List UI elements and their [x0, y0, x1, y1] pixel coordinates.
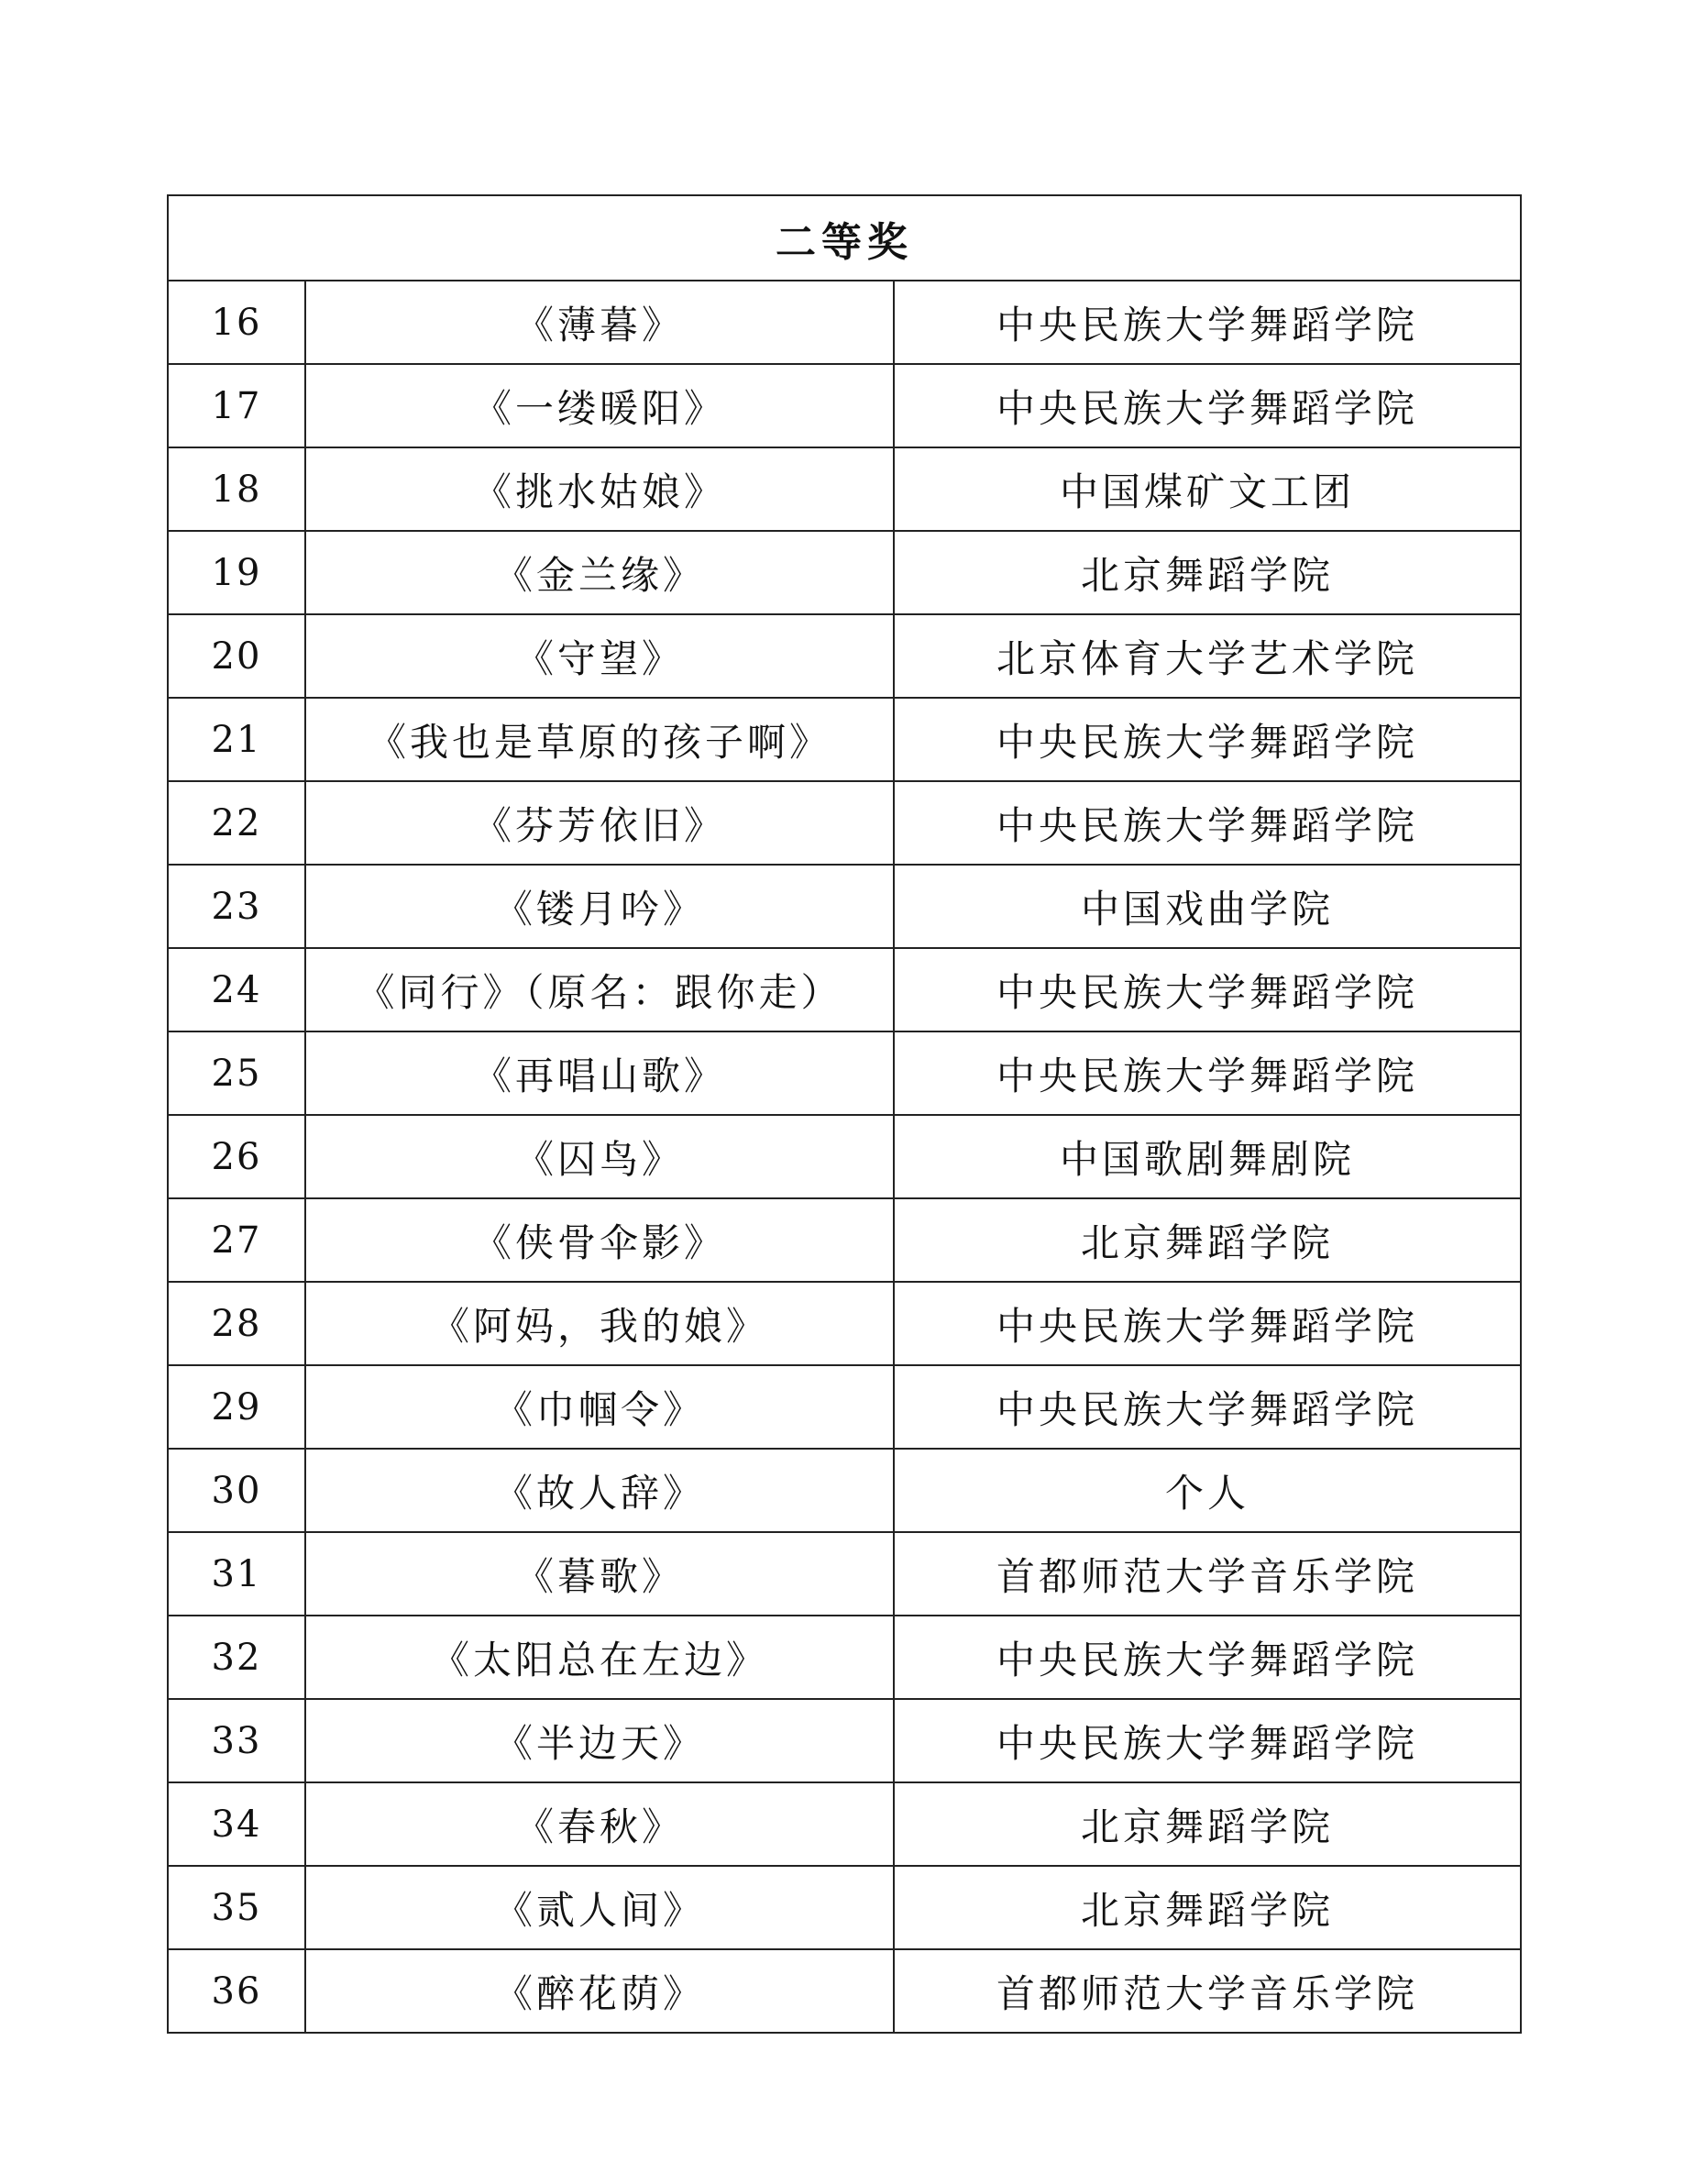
table-row [168, 948, 1521, 1031]
table-row [168, 1449, 1521, 1532]
work-title: 《镂月吟》 [305, 865, 894, 948]
table-row [168, 1616, 1521, 1699]
organization: 首都师范大学音乐学院 [894, 1532, 1521, 1616]
work-title: 《半边天》 [305, 1699, 894, 1782]
organization: 首都师范大学音乐学院 [894, 1949, 1521, 2033]
table-row [168, 1949, 1521, 2033]
work-title: 《侠骨伞影》 [305, 1198, 894, 1282]
table-row [168, 364, 1521, 447]
row-number: 22 [168, 781, 305, 865]
row-number: 20 [168, 614, 305, 698]
work-title: 《金兰缘》 [305, 531, 894, 614]
table-row [168, 865, 1521, 948]
award-level-header: 二等奖 [168, 195, 1521, 281]
row-number: 16 [168, 281, 305, 364]
table-header-row [168, 195, 1521, 281]
organization: 中央民族大学舞蹈学院 [894, 1699, 1521, 1782]
work-title: 《薄暮》 [305, 281, 894, 364]
table-row [168, 1699, 1521, 1782]
work-title: 《巾帼令》 [305, 1365, 894, 1449]
table-row [168, 1031, 1521, 1115]
table-row [168, 1198, 1521, 1282]
table-row [168, 447, 1521, 531]
row-number: 35 [168, 1866, 305, 1949]
award-table [167, 194, 1522, 2034]
table-body [168, 281, 1521, 2033]
work-title: 《阿妈，我的娘》 [305, 1282, 894, 1365]
table-row [168, 698, 1521, 781]
organization: 中央民族大学舞蹈学院 [894, 1365, 1521, 1449]
work-title: 《同行》（原名：跟你走） [305, 948, 894, 1031]
organization: 中央民族大学舞蹈学院 [894, 1031, 1521, 1115]
work-title: 《贰人间》 [305, 1866, 894, 1949]
row-number: 36 [168, 1949, 305, 2033]
row-number: 34 [168, 1782, 305, 1866]
organization: 中央民族大学舞蹈学院 [894, 698, 1521, 781]
row-number: 17 [168, 364, 305, 447]
organization: 北京体育大学艺术学院 [894, 614, 1521, 698]
row-number: 27 [168, 1198, 305, 1282]
work-title: 《暮歌》 [305, 1532, 894, 1616]
organization: 北京舞蹈学院 [894, 1866, 1521, 1949]
work-title: 《一缕暖阳》 [305, 364, 894, 447]
row-number: 31 [168, 1532, 305, 1616]
row-number: 24 [168, 948, 305, 1031]
table-row [168, 1365, 1521, 1449]
table-row [168, 1282, 1521, 1365]
work-title: 《再唱山歌》 [305, 1031, 894, 1115]
row-number: 21 [168, 698, 305, 781]
row-number: 28 [168, 1282, 305, 1365]
organization: 北京舞蹈学院 [894, 1782, 1521, 1866]
organization: 中国歌剧舞剧院 [894, 1115, 1521, 1198]
organization: 北京舞蹈学院 [894, 531, 1521, 614]
work-title: 《囚鸟》 [305, 1115, 894, 1198]
row-number: 23 [168, 865, 305, 948]
organization: 中国戏曲学院 [894, 865, 1521, 948]
table-row [168, 1115, 1521, 1198]
work-title: 《挑水姑娘》 [305, 447, 894, 531]
table-row [168, 1532, 1521, 1616]
organization: 中央民族大学舞蹈学院 [894, 781, 1521, 865]
table-row [168, 531, 1521, 614]
organization: 中央民族大学舞蹈学院 [894, 1282, 1521, 1365]
row-number: 32 [168, 1616, 305, 1699]
work-title: 《太阳总在左边》 [305, 1616, 894, 1699]
row-number: 33 [168, 1699, 305, 1782]
row-number: 29 [168, 1365, 305, 1449]
organization: 中央民族大学舞蹈学院 [894, 281, 1521, 364]
table-row [168, 614, 1521, 698]
table-row [168, 1782, 1521, 1866]
organization: 北京舞蹈学院 [894, 1198, 1521, 1282]
row-number: 19 [168, 531, 305, 614]
work-title: 《故人辞》 [305, 1449, 894, 1532]
work-title: 《芬芳依旧》 [305, 781, 894, 865]
work-title: 《我也是草原的孩子啊》 [305, 698, 894, 781]
organization: 中央民族大学舞蹈学院 [894, 1616, 1521, 1699]
organization: 个人 [894, 1449, 1521, 1532]
organization: 中央民族大学舞蹈学院 [894, 364, 1521, 447]
organization: 中央民族大学舞蹈学院 [894, 948, 1521, 1031]
table-row [168, 1866, 1521, 1949]
table-row [168, 781, 1521, 865]
work-title: 《醉花荫》 [305, 1949, 894, 2033]
organization: 中国煤矿文工团 [894, 447, 1521, 531]
work-title: 《春秋》 [305, 1782, 894, 1866]
work-title: 《守望》 [305, 614, 894, 698]
row-number: 30 [168, 1449, 305, 1532]
row-number: 25 [168, 1031, 305, 1115]
row-number: 18 [168, 447, 305, 531]
row-number: 26 [168, 1115, 305, 1198]
table-row [168, 281, 1521, 364]
